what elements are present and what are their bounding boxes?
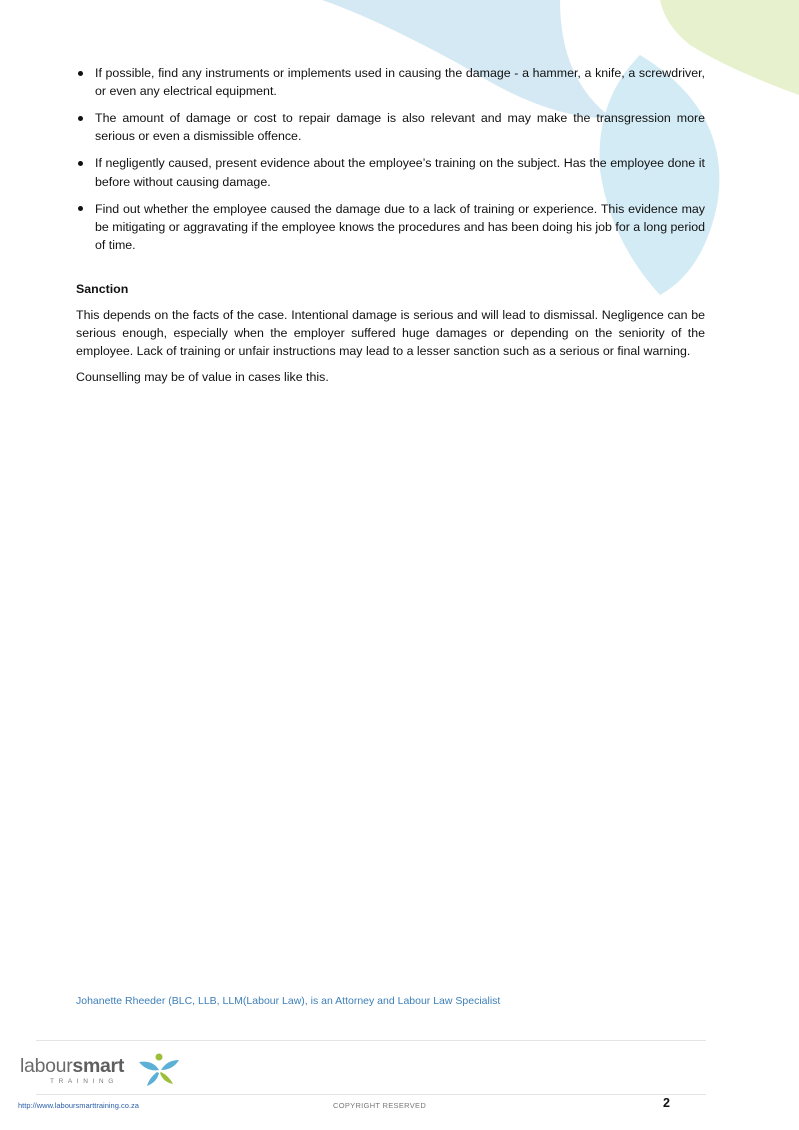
bullet-dot-icon [78,116,83,121]
copyright-notice: COPYRIGHT RESERVED [333,1101,427,1110]
bullet-list [76,64,705,254]
page-number: 2 [663,1096,670,1110]
document-body [76,64,705,393]
logo-subtitle: TRAINING [50,1078,118,1085]
section-paragraph: Counselling may be of value in cases like this. [76,369,329,384]
footer-bottom-divider [36,1094,706,1095]
bullet-dot-icon [78,206,83,211]
section-heading: Sanction [76,282,129,297]
white-cross-gap [600,0,660,55]
author-credit: Johanette Rheeder (BLC, LLB, LLM(Labour Law), is an Attorney and Labour Law Specialist [76,995,501,1007]
laboursmart-logo [20,1052,170,1090]
logo-wordmark: laboursmart [20,1055,125,1077]
bullet-item: If possible, find any instruments or implements used in causing the damage - a hammer, a knife, a screwdriver, or even any electrical equipment. [76,64,705,101]
bullet-dot-icon [78,161,83,166]
website-link[interactable]: http://www.laboursmarttraining.co.za [18,1101,139,1110]
section-paragraph: This depends on the facts of the case. Intentional damage is serious and will lead to dismissal. Negligence can be serious enough, especially when the employer suffered huge damages or depending on the seniority of the employee. Lack of training or unfair instructions may lead to a lesser sanction such as a serious or final warning. [76,307,705,359]
bullet-dot-icon [78,71,83,76]
footer-divider [36,1040,706,1041]
bullet-item: If negligently caused, present evidence about the employee’s training on the subject. Has the employee done it before without causing damage. [76,154,705,191]
bullet-item: Find out whether the employee caused the damage due to a lack of training or experience. This evidence may be mitigating or aggravating if the employee knows the procedures and has been doing his job for a long period of time. [76,200,705,255]
bullet-item: The amount of damage or cost to repair damage is also relevant and may make the transgression more serious or even a dismissible offence. [76,109,705,146]
logo-star-icon [135,1052,179,1088]
